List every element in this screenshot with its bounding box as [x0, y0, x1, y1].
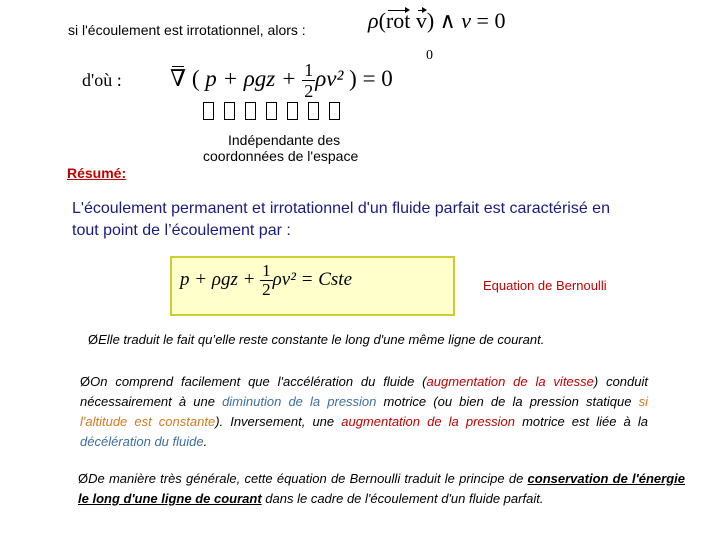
open-paren: ( [191, 65, 200, 91]
missing-glyph-box [266, 102, 277, 120]
rho-v-squared: ρv² [315, 65, 344, 91]
velocity-symbol: v [461, 8, 472, 33]
summary-text: L'écoulement permanent et irrotationnel d'un fluide parfait est caractérisé en tout point de l’écoulement par : [72, 200, 610, 239]
missing-glyph-box [203, 102, 214, 120]
velocity-vector: v [415, 8, 427, 33]
bullet-arrow-icon: Ø [78, 471, 89, 486]
missing-glyph-boxes [203, 100, 350, 120]
missing-glyph-box [224, 102, 235, 120]
bullet-arrow-icon: Ø [80, 374, 91, 389]
nabla-symbol: ∇ [170, 65, 187, 91]
intro-text: si l'écoulement est irrotationnel, alors : [68, 22, 306, 38]
zero-subscript: 0 [426, 48, 433, 63]
resume-heading: Résumé: [67, 165, 127, 181]
missing-glyph-box [308, 102, 319, 120]
bullet-constant-along-streamline [88, 330, 678, 350]
highlight-pressure-decrease: diminution de la pression [222, 394, 377, 409]
missing-glyph-box [245, 102, 256, 120]
p-rho-g-z: p + ρgz + [205, 65, 297, 91]
bernoulli-half-fraction: $\frac{1}{2}$ [262, 261, 271, 299]
highlight-constant-altitude: si l'altitude est constante [80, 394, 648, 429]
missing-glyph-box [329, 102, 340, 120]
equals-zero: = 0 [476, 8, 506, 33]
curl-equation: ρ(rot v) ∧ v = 0 [368, 8, 506, 33]
gradient-equation [170, 60, 393, 101]
bernoulli-right: ρv² = Cste [272, 268, 353, 290]
highlight-deceleration: décélération du fluide [80, 434, 204, 449]
annotation-line1: Indépendante des [228, 132, 341, 148]
bernoulli-left: p + ρgz + [180, 268, 256, 290]
dou-label: d'où : [82, 70, 122, 90]
rot-operator: rot [385, 8, 411, 33]
bernoulli-label: Equation de Bernoulli [483, 278, 607, 293]
bullet1-text: Elle traduit le fait qu’elle reste constante le long d'une même ligne de courant. [98, 332, 545, 347]
bullet-energy-conservation: ØDe manière très générale, cette équation de Bernoulli traduit le principe de conservation de l'énergie le long d'une ligne de courant dans le cadre de l'écoulement d'un fluide parfait. [78, 471, 685, 506]
highlight-velocity-increase: augmentation de la vitesse [426, 374, 594, 389]
half-fraction: $\frac{1}{2}$ [304, 60, 314, 101]
annotation-line2: coordonnées de l'espace [203, 148, 359, 164]
bernoulli-equation [180, 262, 352, 299]
rho-symbol: ρ [368, 8, 379, 33]
wedge-symbol: ∧ [439, 8, 456, 33]
bullet-acceleration: ØOn comprend facilement que l'accélération du fluide (augmentation de la vitesse) conduit nécessairement à une diminution de la pression motrice (ou bien de la pression statique si l'altitude est constante). Inversement, une augmentation de la pression motrice est liée à la décélération du fluide. [80, 374, 648, 449]
highlight-pressure-increase: augmentation de la pression [341, 414, 515, 429]
energy-conservation-underlined: conservation de l'énergie le long d'une ligne de courant [78, 471, 685, 506]
missing-glyph-box [287, 102, 298, 120]
close-paren-equals-zero: ) = 0 [349, 65, 393, 91]
bullet-arrow-icon: Ø [88, 332, 99, 347]
